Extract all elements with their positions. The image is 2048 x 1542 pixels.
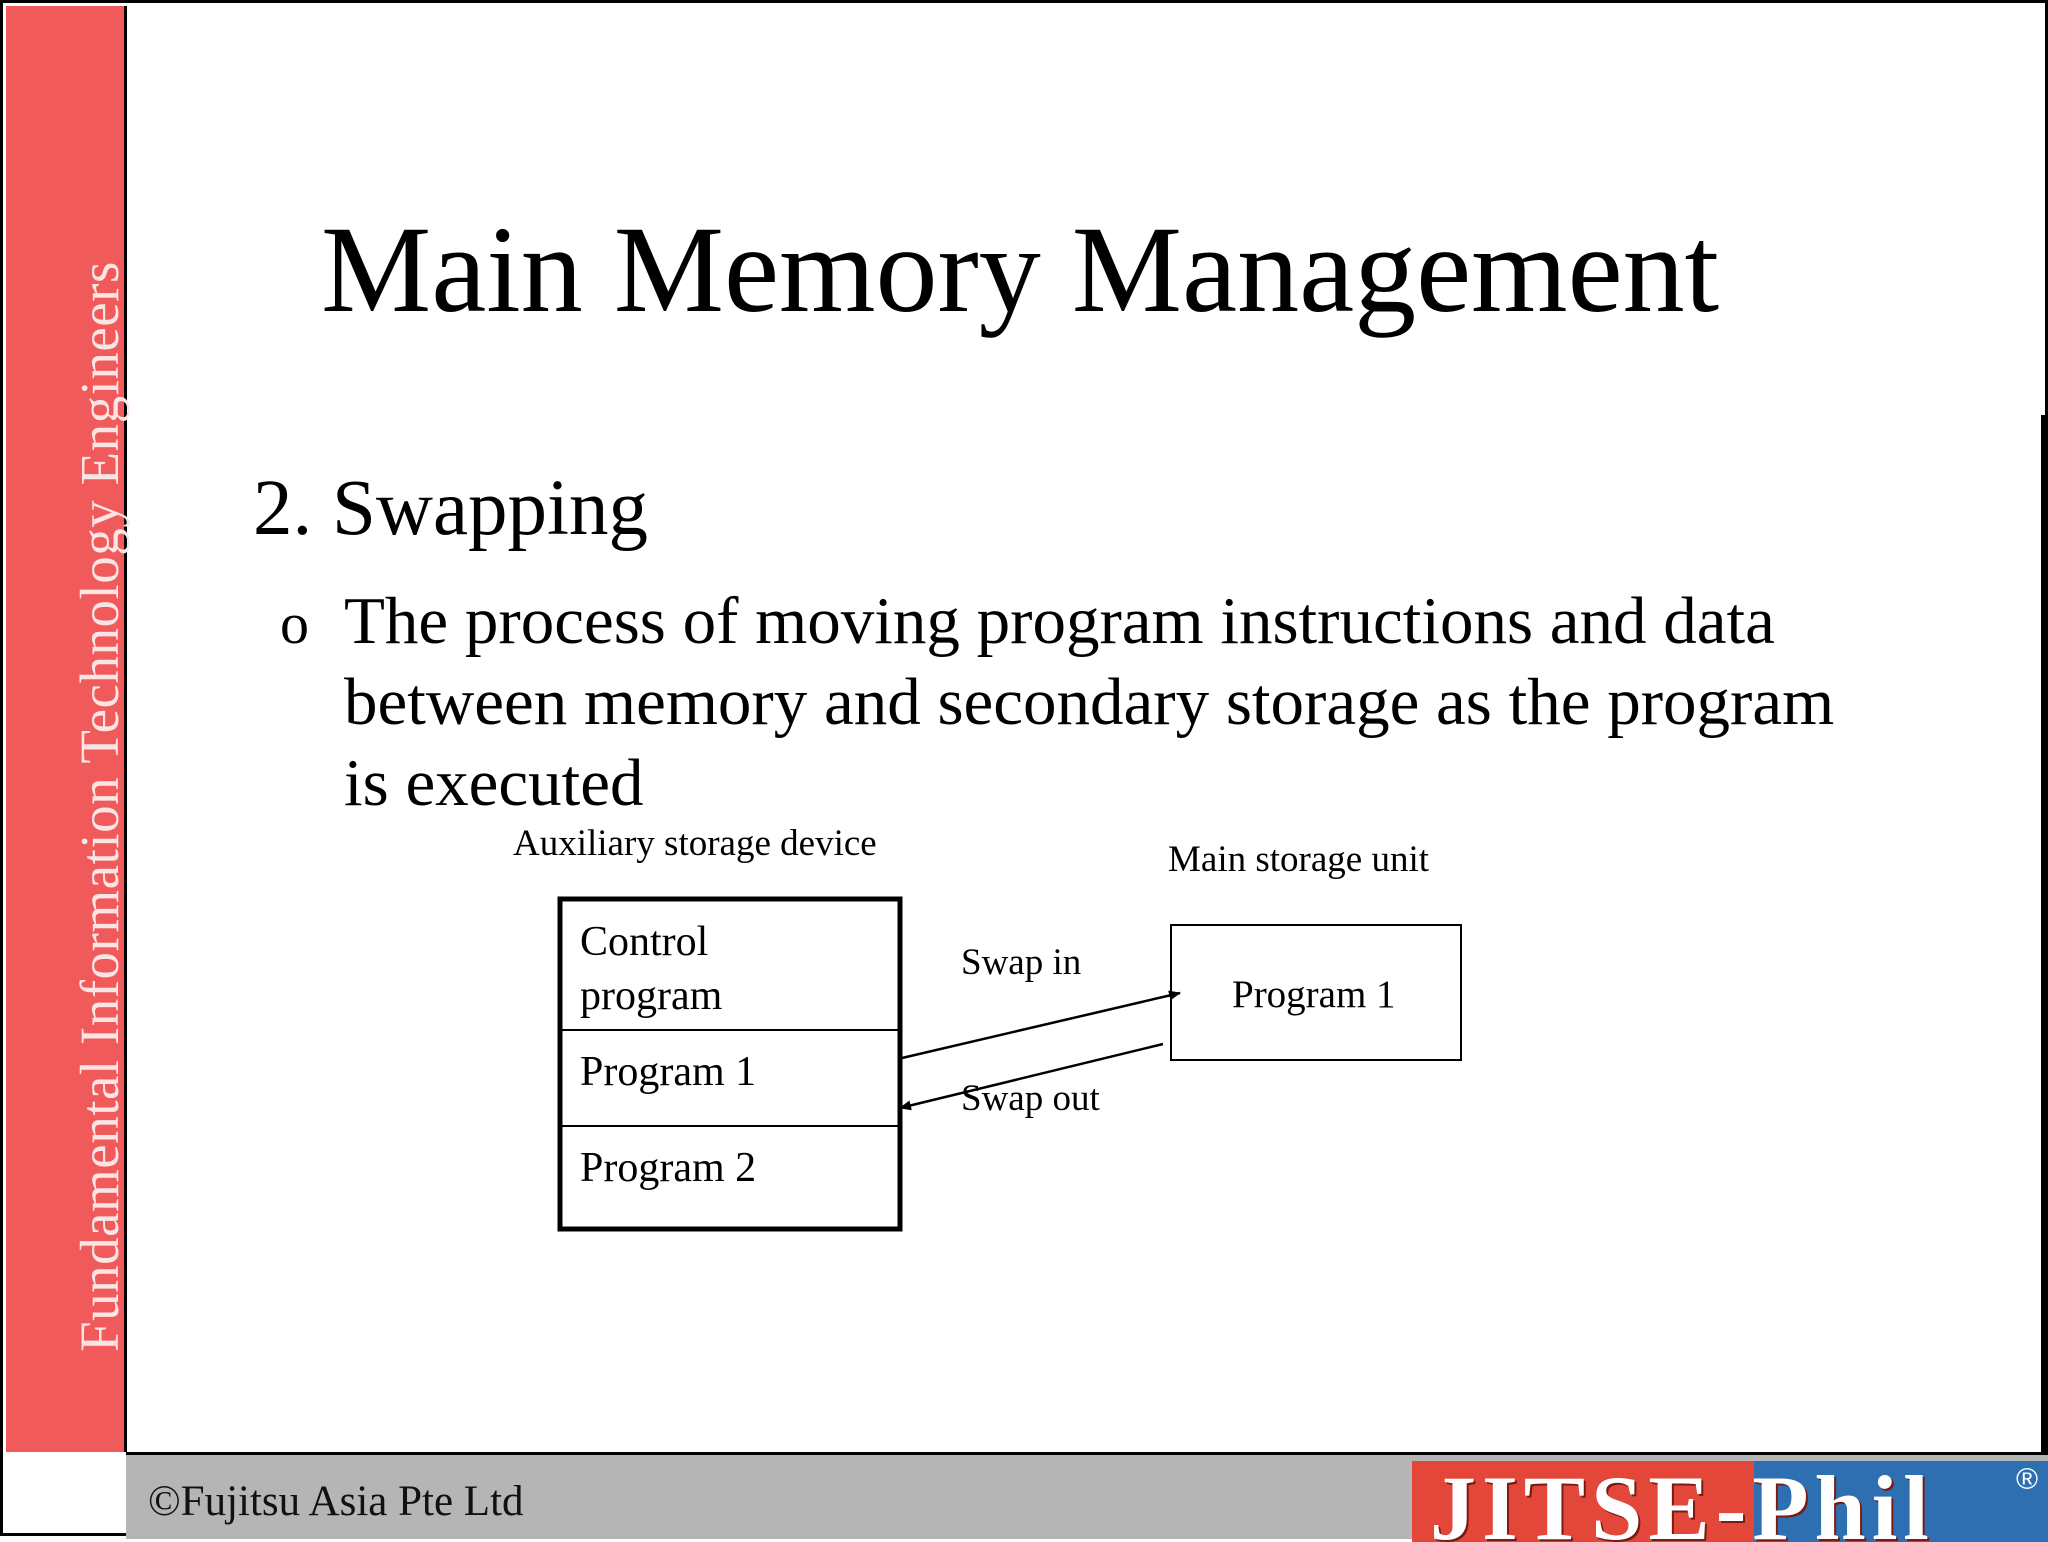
swap-in-label: Swap in	[961, 942, 1082, 983]
aux-cell-control: Control	[580, 919, 709, 965]
main-storage-label: Main storage unit	[1168, 839, 1430, 880]
jitse-phil-logo	[1412, 1461, 2048, 1542]
swapping-diagram	[3, 3, 2048, 1539]
aux-cell-program-2: Program 2	[580, 1145, 757, 1191]
sidebar-vertical-text: Fundamental Information Technology Engineers	[69, 261, 130, 1352]
swap-out-label: Swap out	[961, 1078, 1100, 1119]
slide-title: Main Memory Management	[321, 201, 1720, 338]
bullet-text: The process of moving program instructions and data between memory and secondary storage as the program is executed	[344, 584, 1835, 820]
aux-storage-label: Auxiliary storage device	[513, 823, 877, 864]
swap-in-arrow	[902, 993, 1180, 1058]
section-heading: 2. Swapping	[253, 465, 648, 552]
aux-cell-program-word: program	[580, 973, 723, 1019]
copyright-text: ©Fujitsu Asia Pte Ltd	[148, 1478, 524, 1525]
registered-mark-icon: ®	[2016, 1463, 2039, 1496]
footer-bar	[126, 1452, 2048, 1542]
main-cell-program-1: Program 1	[1232, 973, 1396, 1016]
logo-text: JITSE-Phil	[1430, 1461, 1935, 1542]
aux-cell-program-1: Program 1	[580, 1049, 757, 1095]
bullet-marker: o	[280, 591, 309, 656]
